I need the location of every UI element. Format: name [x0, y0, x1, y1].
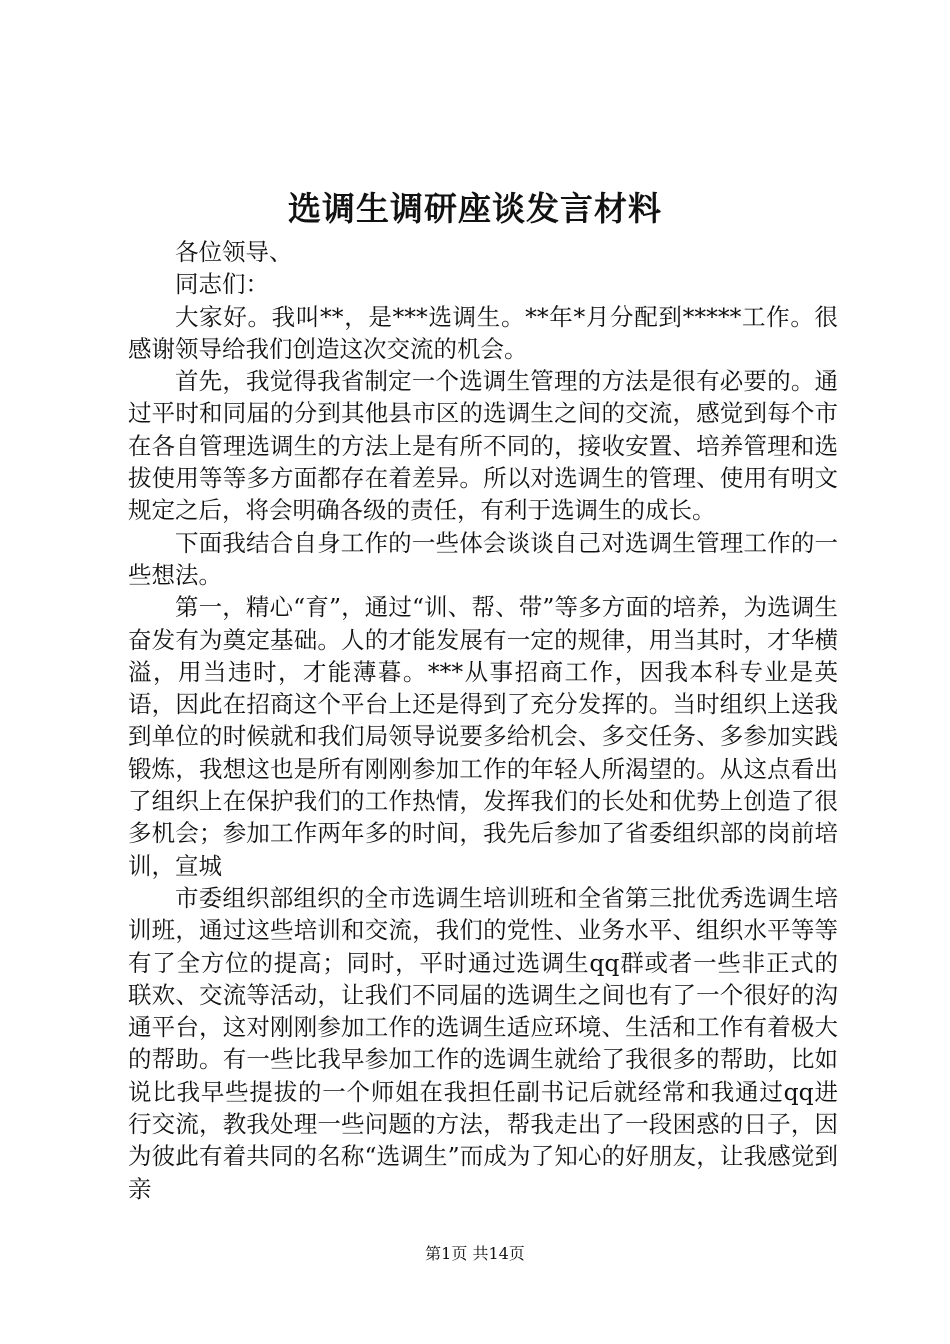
page-number-footer: 第1页 共14页 [425, 1244, 525, 1263]
salutation-leaders: 各位领导、 [175, 238, 293, 266]
paragraph-point-one: 第一，精心“育”，通过“训、帮、带”等多方面的培养，为选调生奋发有为奠定基础。人的才能发展有一定的规律，用当其时，才华横溢，用当违时，才能薄暮。***从事招商工作，因我本科专业是英语，因此在招商这个平台上还是得到了充分发挥的。当时组织上送我到单位的时候就和我们局领导说要多给机会、多交任务、多参加实践锻炼，我想这也是所有刚刚参加工作的年轻人所渴望的。从这点看出了组织上在保护我们的工作热情，发挥我们的长处和优势上创造了很多机会；参加工作两年多的时间，我先后参加了省委组织部的岗前培训，宣城 [128, 593, 838, 880]
salutation-comrades: 同志们： [175, 270, 269, 299]
document-title: 选调生调研座谈发言材料 [288, 189, 662, 228]
paragraph-intro: 下面我结合自身工作的一些体会谈谈自己对选调生管理工作的一些想法。 [128, 528, 838, 589]
paragraph-first: 首先，我觉得我省制定一个选调生管理的方法是很有必要的。通过平时和同届的分到其他县市区的选调生之间的交流，感觉到每个市在各自管理选调生的方法上是有所不同的，接收安置、培养管理和选拔使用等等多方面都存在着差异。所以对选调生的管理、使用有明文规定之后，将会明确各级的责任，有利于选调生的成长。 [128, 367, 838, 525]
document-body [128, 236, 838, 1205]
paragraph-continued: 市委组织部组织的全市选调生培训班和全省第三批优秀选调生培训班，通过这些培训和交流，我们的党性、业务水平、组织水平等等有了全方位的提高；同时，平时通过选调生qq群或者一些非正式的联欢、交流等活动，让我们不同届的选调生之间也有了一个很好的沟通平台，这对刚刚参加工作的选调生适应环境、生活和工作有着极大的帮助。有一些比我早参加工作的选调生就给了我很多的帮助，比如说比我早些提拔的一个师姐在我担任副书记后就经常和我通过qq进行交流，教我处理一些问题的方法，帮我走出了一段困惑的日子，因为彼此有着共同的名称“选调生”而成为了知心的好朋友，让我感觉到亲 [128, 883, 838, 1203]
paragraph-greeting: 大家好。我叫**，是***选调生。**年*月分配到*****工作。很感谢领导给我们创造这次交流的机会。 [128, 302, 838, 363]
